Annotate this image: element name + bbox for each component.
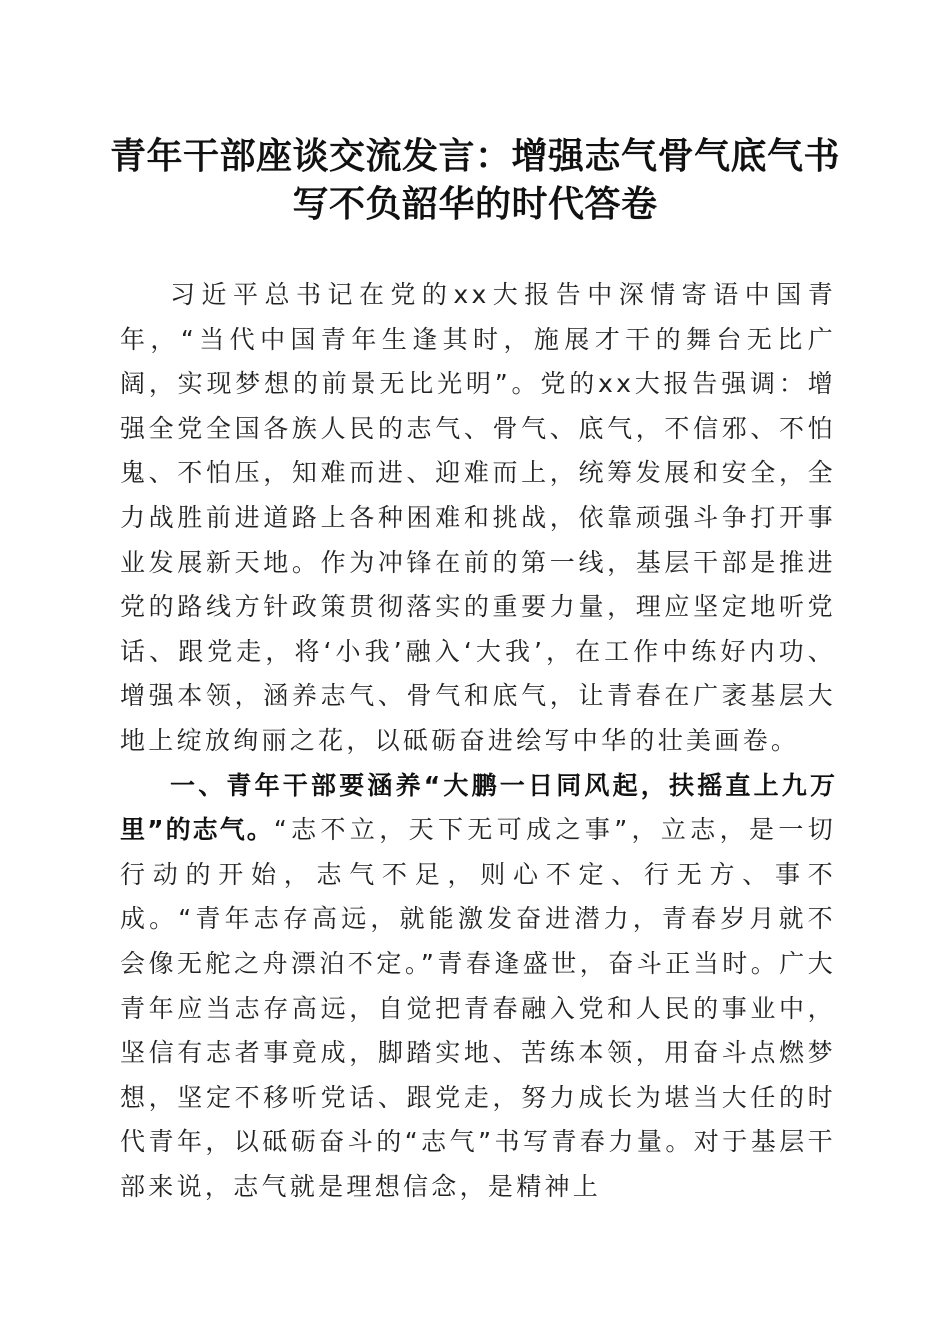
document-title <box>100 132 850 228</box>
title-line-2: 写不负韶华的时代答卷 <box>292 183 658 225</box>
section-1-heading: 一、青年干部要涵养“大鹏一日同风起，扶摇直上九万里”的志气。 <box>120 770 836 845</box>
intro-paragraph: 习近平总书记在党的xx大报告中深情寄语中国青年，“当代中国青年生逢其时，施展才干的舞台无比广阔，实现梦想的前景无比光明”。党的xx大报告强调：增强全党全国各族人民的志气、骨气、底气，不信邪、不怕鬼、不怕压，知难而进、迎难而上，统筹发展和安全，全力战胜前进道路上各种困难和挑战，依靠顽强斗争打开事业发展新天地。作为冲锋在前的第一线，基层干部是推进党的路线方针政策贯彻落实的重要力量，理应坚定地听党话、跟党走，将‘小我’融入‘大我’，在工作中练好内功、增强本领，涵养志气、骨气和底气，让青春在广袤基层大地上绽放绚丽之花，以砥砺奋进绘写中华的壮美画卷。 <box>120 280 836 755</box>
section-1-text: “志不立，天下无可成之事”，立志，是一切行动的开始，志气不足，则心不定、行无方、事不成。“青年志存高远，就能激发奋进潜力，青春岁月就不会像无舵之舟漂泊不定。”青春逢盛世，奋斗正当时。广大青年应当志存高远，自觉把青春融入党和人民的事业中，坚信有志者事竟成，脚踏实地、苦练本领，用奋斗点燃梦想，坚定不移听党话、跟党走，努力成长为堪当大任的时代青年，以砥砺奋斗的“志气”书写青春力量。对于基层干部来说，志气就是理想信念，是精神上 <box>120 815 837 1201</box>
document-body <box>120 273 836 1209</box>
section-1-paragraph <box>120 764 836 1210</box>
title-line-1: 青年干部座谈交流发言：增强志气骨气底气书 <box>109 135 840 177</box>
